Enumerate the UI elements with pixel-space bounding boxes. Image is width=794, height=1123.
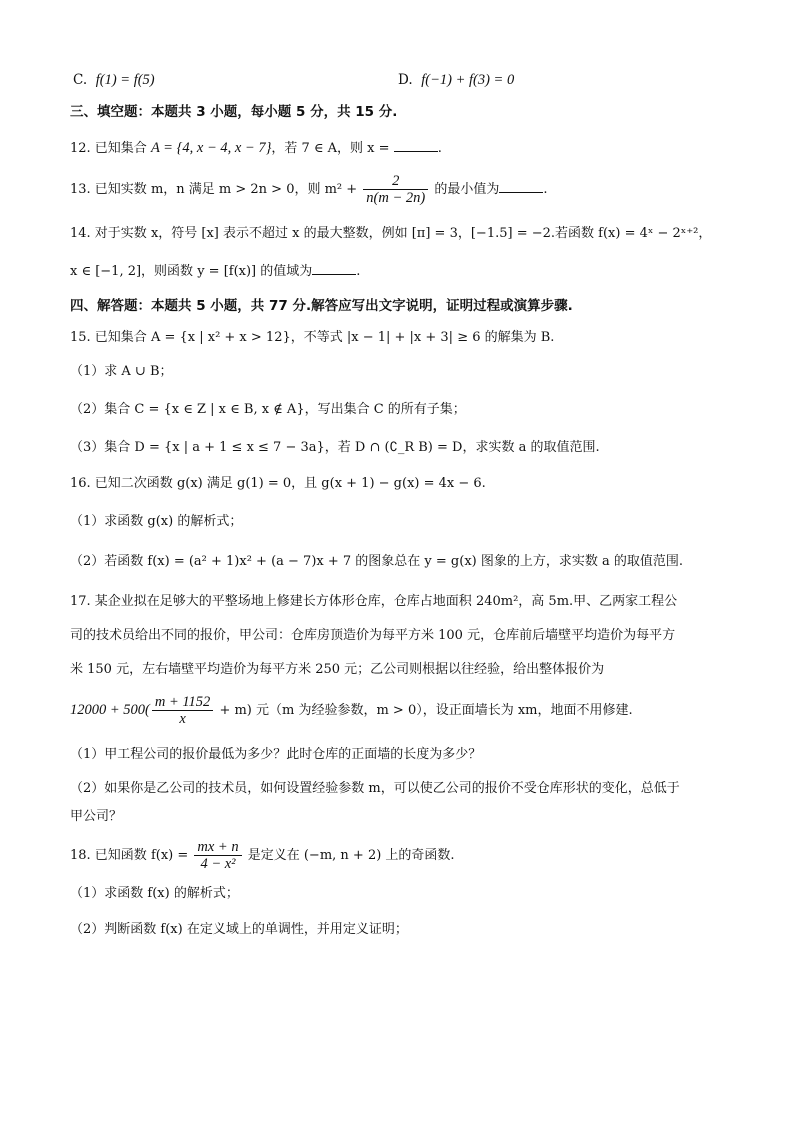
- options-row: [70, 66, 726, 96]
- question-17-line-1: 17. 某企业拟在足够大的平整场地上修建长方体形仓库，仓库占地面积 240m²，高 5m.甲、乙两家工程公: [70, 594, 678, 609]
- question-17-formula: [70, 694, 726, 727]
- question-13: [70, 173, 726, 206]
- q13-text-post: 的最小值为: [430, 182, 500, 197]
- q13-frac-num: 2: [363, 173, 428, 190]
- q17-frac-num: m + 1152: [152, 694, 213, 711]
- option-c-math: f(1) = f(5): [95, 72, 155, 88]
- question-15-part-2: （2）集合 C = {x ∈ Z | x ∈ B, x ∉ A}，写出集合 C 的所有子集；: [70, 402, 466, 417]
- section-3-heading: 三、填空题：本题共 3 小题，每小题 5 分，共 15 分.: [70, 104, 398, 120]
- q13-text-pre: 13. 已知实数 m，n 满足 m > 2n > 0，则 m² +: [70, 182, 362, 197]
- option-d-label: D.: [398, 72, 413, 88]
- option-c-label: C.: [73, 72, 88, 88]
- answer-blank: [499, 180, 543, 193]
- q17-formula-post: + m) 元（m 为经验参数，m > 0），设正面墙长为 xm，地面不用修建.: [215, 703, 633, 718]
- question-17-part-2b: 甲公司？: [70, 809, 123, 824]
- question-15-part-1: （1）求 A ∪ B；: [70, 364, 173, 379]
- question-18-stem: [70, 839, 726, 872]
- section-4-heading: 四、解答题：本题共 5 小题，共 77 分.解答应写出文字说明，证明过程或演算步骤.: [70, 298, 573, 314]
- q13-fraction: [363, 173, 428, 206]
- q18-fraction: [194, 839, 241, 872]
- question-14-line-2: [70, 262, 726, 282]
- question-15-part-3: （3）集合 D = {x | a + 1 ≤ x ≤ 7 − 3a}，若 D ∩ (∁_R B) = D，求实数 a 的取值范围.: [70, 440, 600, 455]
- answer-blank: [312, 262, 356, 275]
- question-15-stem: 15. 已知集合 A = {x | x² + x > 12}，不等式 |x − 1| + |x + 3| ≥ 6 的解集为 B.: [70, 330, 555, 345]
- q17-formula-pre: 12000 + 500(: [70, 702, 150, 718]
- q12-text-mid: ，若 7 ∈ A，则 x =: [271, 141, 394, 156]
- question-17-line-2: 司的技术员给出不同的报价，甲公司：仓库房顶造价为每平方米 100 元，仓库前后墙壁平均造价为每平方: [70, 628, 676, 643]
- question-17-part-1: （1）甲工程公司的报价最低为多少？此时仓库的正面墙的长度为多少？: [70, 747, 482, 762]
- option-d: [398, 70, 514, 90]
- question-16-stem: 16. 已知二次函数 g(x) 满足 g(1) = 0，且 g(x + 1) − g(x) = 4x − 6.: [70, 476, 486, 491]
- q14-line2-pre: x ∈ [−1, 2]，则函数 y = [f(x)] 的值域为: [70, 264, 313, 279]
- q18-frac-den: 4 − x²: [200, 856, 236, 872]
- q13-frac-den: n(m − 2n): [366, 190, 426, 206]
- q13-end: .: [543, 182, 548, 197]
- question-12: [70, 138, 726, 159]
- q17-frac-den: x: [179, 711, 186, 727]
- question-17-part-2a: （2）如果你是乙公司的技术员，如何设置经验参数 m，可以使乙公司的报价不受仓库形状的变化，总低于: [70, 781, 680, 796]
- q12-text-pre: 12. 已知集合: [70, 141, 151, 156]
- q12-math: A = {4, x − 4, x − 7}: [150, 140, 272, 156]
- exam-page: [70, 66, 726, 940]
- q14-line2-post: .: [356, 264, 361, 279]
- question-14-line-1: 14. 对于实数 x，符号 [x] 表示不超过 x 的最大整数，例如 [π] = 3，[−1.5] = −2.若函数 f(x) = 4ˣ − 2ˣ⁺²，: [70, 226, 712, 241]
- q17-fraction: [152, 694, 213, 727]
- question-16-part-1: （1）求函数 g(x) 的解析式；: [70, 514, 243, 529]
- question-18-part-2: （2）判断函数 f(x) 在定义域上的单调性，并用定义证明；: [70, 922, 408, 937]
- question-16-part-2: （2）若函数 f(x) = (a² + 1)x² + (a − 7)x + 7 的图象总在 y = g(x) 图象的上方，求实数 a 的取值范围.: [70, 554, 684, 569]
- option-d-math: f(−1) + f(3) = 0: [421, 72, 515, 88]
- question-18-part-1: （1）求函数 f(x) 的解析式；: [70, 886, 239, 901]
- answer-blank: [394, 139, 438, 152]
- option-c: [73, 70, 155, 90]
- q12-text-post: .: [437, 141, 442, 156]
- q18-frac-num: mx + n: [194, 839, 241, 856]
- q18-stem-pre: 18. 已知函数 f(x) =: [70, 848, 193, 863]
- q18-stem-post: 是定义在 (−m, n + 2) 上的奇函数.: [243, 848, 455, 863]
- question-17-line-3: 米 150 元，左右墙壁平均造价为每平方米 250 元；乙公司则根据以往经验，给出整体报价为: [70, 662, 605, 677]
